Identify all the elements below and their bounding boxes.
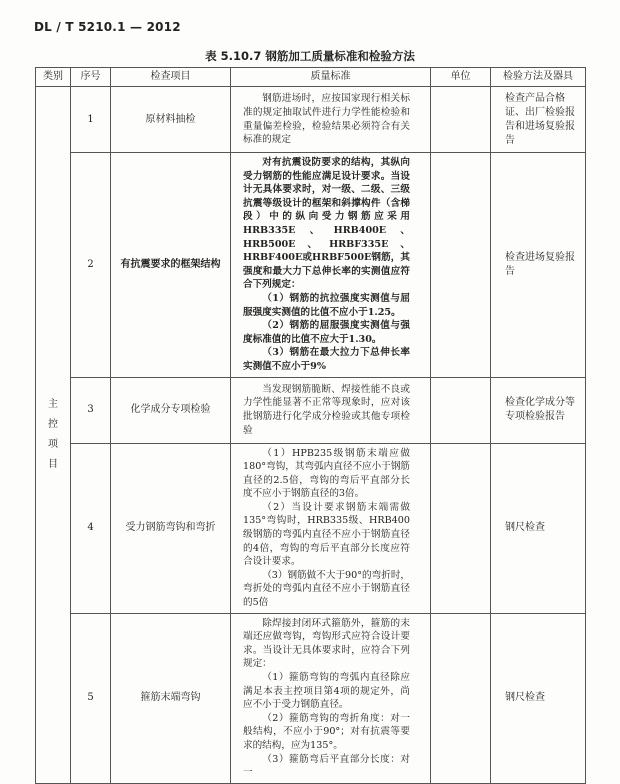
standard-paragraph: （1）钢筋的抗拉强度实测值与屈服强度实测值的比值不应小于1.25。 <box>243 292 410 318</box>
standard-paragraph: （2）钢筋的屈服强度实测值与强度标准值的比值不应大于1.30。 <box>243 320 410 345</box>
row-standard <box>231 153 431 378</box>
table-row <box>36 87 586 153</box>
standard-paragraph: （3）钢筋做不大于90°的弯折时，弯折处的弯弧内直径不应小于钢筋直径的5倍 <box>243 569 411 609</box>
col-no: 序号 <box>71 68 111 87</box>
category-char: 主 <box>48 398 58 410</box>
table-row <box>36 377 586 443</box>
table-row <box>36 613 586 783</box>
row-unit <box>431 377 491 443</box>
row-method: 钢尺检查 <box>491 443 586 613</box>
row-standard <box>231 377 431 443</box>
table-title: 表 5.10.7 钢筋加工质量标准和检验方法 <box>205 49 415 63</box>
col-item: 检查项目 <box>111 68 231 87</box>
category-char: 项 <box>48 438 58 450</box>
row-item: 受力钢筋弯钩和弯折 <box>111 443 231 613</box>
row-item: 箍筋末端弯钩 <box>111 613 231 783</box>
standard-paragraph: （1）箍筋弯钩的弯弧内直径除应满足本表主控项目第4项的规定外，尚应不小于受力钢筋直径。 <box>243 672 410 711</box>
table-row <box>36 153 586 378</box>
standard-code: DL / T 5210.1 — 2012 <box>34 20 181 34</box>
standard-paragraph: 当发现钢筋脆断、焊接性能不良或力学性能显著不正常等现象时，应对该批钢筋进行化学成分检验或其他专项检验 <box>243 383 410 436</box>
row-no: 4 <box>71 443 111 613</box>
col-method: 检验方法及器具 <box>491 68 586 87</box>
standard-paragraph: （3）箍筋弯后平直部分长度：对一 <box>243 753 410 779</box>
standard-paragraph: 除焊接封闭环式箍筋外，箍筋的末端还应做弯钩，弯钩形式应符合设计要求。当设计无具体要求时，应符合下列规定： <box>243 617 410 670</box>
row-no: 2 <box>71 153 111 378</box>
table-header-row <box>36 68 586 87</box>
quality-standard-table <box>35 67 586 784</box>
category-cell <box>36 87 71 784</box>
row-unit <box>431 87 491 153</box>
row-unit <box>431 613 491 783</box>
col-category: 类别 <box>36 68 71 87</box>
col-unit: 单位 <box>431 68 491 87</box>
row-item: 原材料抽检 <box>111 87 231 153</box>
row-item: 化学成分专项检验 <box>111 377 231 443</box>
table-row <box>36 443 586 613</box>
row-no: 5 <box>71 613 111 783</box>
row-standard <box>231 87 431 153</box>
row-standard <box>231 613 431 783</box>
row-standard <box>231 443 431 613</box>
row-no: 1 <box>71 87 111 153</box>
col-standard: 质量标准 <box>231 68 431 87</box>
standard-paragraph: 钢筋进场时，应按国家现行相关标准的规定抽取试件进行力学性能检验和重量偏差检验，检验结果必须符合有关标准的规定 <box>243 93 410 146</box>
category-char: 控 <box>48 418 58 430</box>
standard-paragraph: （1）HPB235级钢筋末端应做180°弯钩，其弯弧内直径不应小于钢筋直径的2.5倍，弯钩的弯后平直部分长度不应小于钢筋直径的3倍。 <box>243 447 411 500</box>
row-method: 检查化学成分等专项检验报告 <box>491 377 586 443</box>
row-method: 钢尺检查 <box>491 613 586 783</box>
row-method: 检查进场复验报告 <box>491 153 586 378</box>
standard-paragraph: （2）箍筋弯钩的弯折角度：对一般结构，不应小于90°；对有抗震等要求的结构，应为135°。 <box>243 712 410 751</box>
standard-paragraph: （3）钢筋在最大拉力下总伸长率实测值不应小于9% <box>243 347 410 372</box>
row-method: 检查产品合格证、出厂检验报告和进场复验报告 <box>491 87 586 153</box>
row-item: 有抗震要求的框架结构 <box>111 153 231 378</box>
standard-paragraph: （2）当设计要求钢筋末端需做135°弯钩时，HRB335级、HRB400级钢筋的弯弧内直径不应小于钢筋直径的4倍，弯钩的弯后平直部分长度应符合设计要求。 <box>243 501 410 568</box>
category-char: 目 <box>48 458 58 470</box>
row-unit <box>431 443 491 613</box>
standard-paragraph: 对有抗震设防要求的结构，其纵向受力钢筋的性能应满足设计要求。当设计无具体要求时，对一级、二级、三级抗震等级设计的框架和斜撑构件（含梯段）中的纵向受力钢筋应采用HRB335E、HRB400E、HRB500E、HRBF335E、HRBF400E或HRBF500E钢筋，其强度和最大力下总伸长率的实测值应符合下列规定： <box>243 157 410 291</box>
row-unit <box>431 153 491 378</box>
row-no: 3 <box>71 377 111 443</box>
